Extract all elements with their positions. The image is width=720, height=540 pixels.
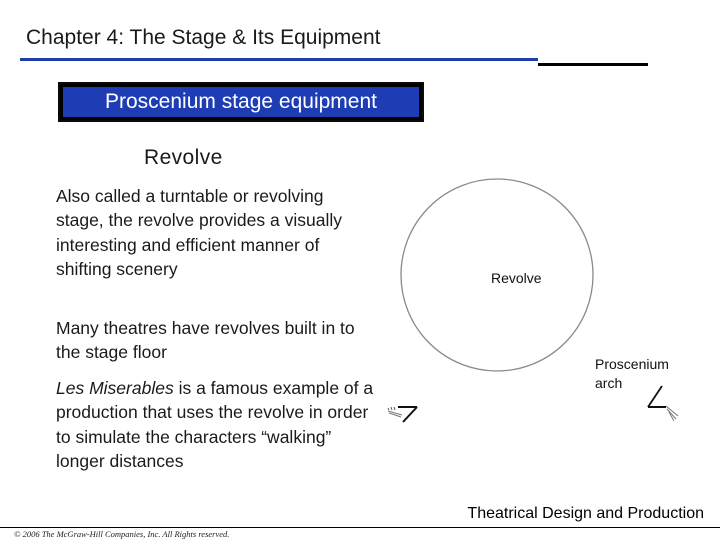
production-title: Les Miserables: [56, 378, 174, 398]
section-banner-title: Proscenium stage equipment: [105, 90, 377, 113]
slide-heading: Revolve: [144, 146, 223, 169]
left-proscenium-wall-icon: [388, 407, 417, 422]
paragraph-description: Also called a turntable or revolving stage, the revolve provides a visually interesting and efficient manner of shifting scenery: [56, 186, 342, 279]
paragraph-les-miserables: [56, 376, 376, 473]
chapter-title: Chapter 4: The Stage & Its Equipment: [26, 26, 381, 49]
revolve-diagram: [380, 160, 716, 450]
header-rule-black: [538, 63, 648, 66]
section-banner-fill: [63, 87, 419, 117]
proscenium-label: Proscenium: [595, 356, 669, 372]
header-rule-blue: [20, 58, 538, 61]
copyright-notice: © 2006 The McGraw-Hill Companies, Inc. All Rights reserved.: [14, 529, 230, 539]
paragraph-theatres: Many theatres have revolves built in to the stage floor: [56, 318, 355, 363]
course-title: Theatrical Design and Production: [467, 505, 704, 522]
footer-rule: [0, 527, 720, 528]
revolve-label: Revolve: [491, 270, 542, 286]
right-proscenium-wall-icon: [648, 386, 678, 421]
section-banner: [58, 82, 424, 122]
paragraph-les-miserables-text: is a famous example of a production that uses the revolve in order to simulate the characters “walking” longer distances: [56, 378, 374, 471]
arch-label: arch: [595, 375, 623, 391]
